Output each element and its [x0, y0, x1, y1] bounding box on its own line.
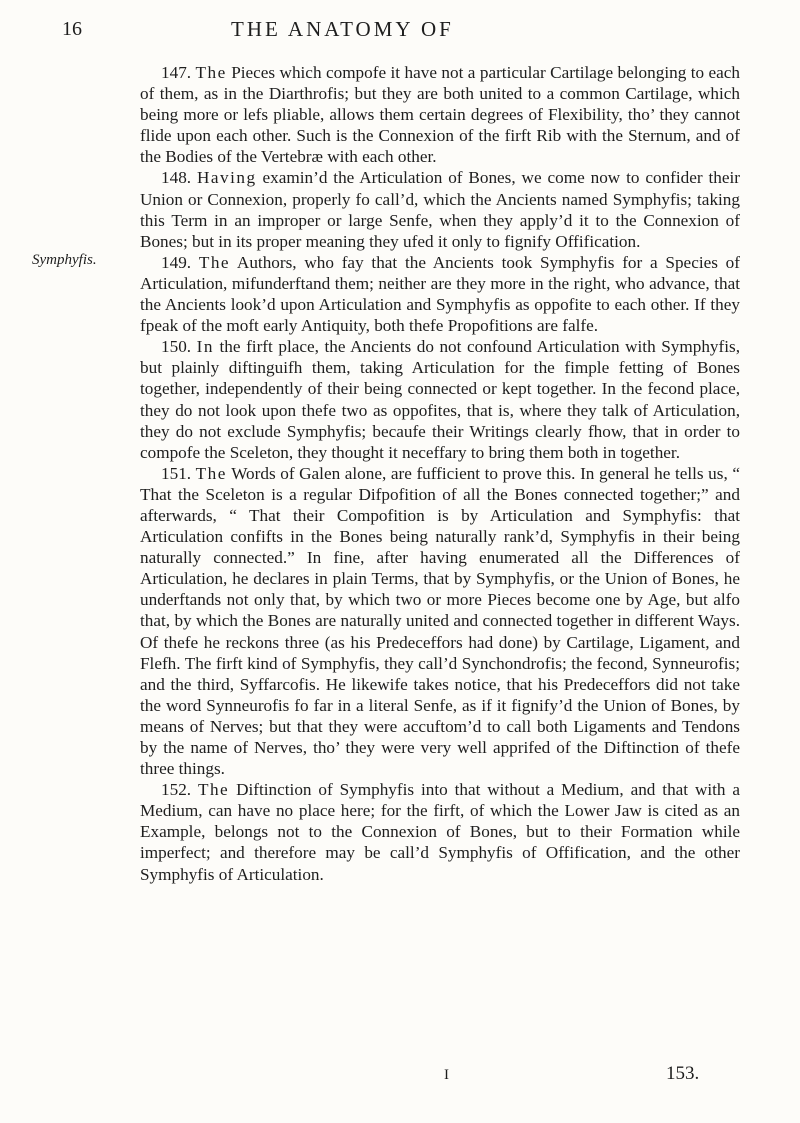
paragraph-number: 149. — [161, 252, 192, 272]
paragraph-number: 147. — [161, 63, 192, 82]
paragraph-lead-word: The — [195, 463, 227, 483]
paragraph-number: 151. — [161, 463, 192, 483]
paragraph-number: 152. — [161, 780, 192, 800]
paragraph-text: Diftinction of Symphyfis into that without a Medium, and that with a Medium, can have no place here; for the firft, of which the Lower Jaw is cited as an Example, belongs not to the Connexion of Bones, but to their Formation while imperfect; and therefore may be call’d Symphyfis of Offification, and the other Symphyfis of Articulation. — [140, 780, 741, 884]
page-number: 16 — [62, 18, 82, 40]
paragraph-148 — [140, 167, 740, 251]
margin-note: Symphyfis. — [32, 252, 97, 268]
paragraph-text: the firft place, the Ancients do not confound Articulation with Symphyfis, but plainly diftinguifh them, taking Articulation for the fimple fetting of Bones together, independently of their being connected or kept together. In the fecond place, they do not look upon thefe two as oppofites, that is, where they talk of Articulation, they do not exclude Symphyfis; becaufe their Writings clearly fhow, that in order to compofe the Sceleton, they thought it neceffary to bring them both in together. — [140, 337, 741, 462]
paragraph-lead-word: The — [197, 780, 230, 800]
paragraph-text: Words of Galen alone, are fufficient to prove this. In general he tells us, “ That the Sceleton is a regular Difpofition of all the Bones connected together;” and afterwards, “ That their Compofition is by Articulation and Symphyfis: that Articulation confifts in the Bones being naturally rank’d, Symphyfis in their being naturally connected.” In fine, after having enumerated all the Differences of Articulation, he declares in plain Terms, that by Symphyfis, or the Union of Bones, he underftands not only that, by which two or more Pieces become one by Age, but alfo that, by which the Bones are naturally united and connected together in different Ways. Of thefe he reckons three (as his Predeceffors had done) by Cartilage, Ligament, and Flefh. The firft kind of Symphyfis, they call’d Synchondrofis; the fecond, Synneurofis; and the third, Syffarcofis. He likewife takes notice, that his Predeceffors did not take the word Synneurofis fo far in a literal Senfe, as if it fignify’d the Union of Bones, by means of Nerves; but that they were accuftom’d to call both Ligaments and Tendons by the name of Nerves, tho’ they were very well apprifed of the Diftinction of thefe three things. — [140, 463, 740, 779]
paragraph-lead-word: Having — [196, 168, 257, 188]
catchword: 153. — [666, 1063, 700, 1084]
paragraph-lead-word: The — [198, 252, 231, 272]
paragraph-147 — [140, 62, 740, 167]
signature-mark: I — [444, 1067, 449, 1083]
paragraph-number: 150. — [161, 337, 192, 357]
body-text — [140, 62, 740, 885]
paragraph-text: Authors, who fay that the Ancients took Symphyfis for a Species of Articulation, mifunderftand them; neither are they more in the right, who advance, that the Ancients look’d upon Articulation and Symphyfis as oppofite to each other. If they fpeak of the moft early Antiquity, both thefe Propofitions are falfe. — [140, 252, 740, 336]
paragraph-lead-word: The — [195, 63, 227, 82]
paragraph-text: examin’d the Articulation of Bones, we come now to confider their Union or Connexion, properly fo call’d, which the Ancients named Symphyfis; taking this Term in an improper or large Senfe, when they apply’d it to the Connexion of Bones; but in its proper meaning they ufed it only to fignify Offification. — [140, 168, 741, 251]
paragraph-149 — [140, 252, 740, 336]
running-head: THE ANATOMY OF — [231, 17, 454, 41]
paragraph-150 — [140, 336, 740, 463]
paragraph-text: Pieces which compofe it have not a particular Cartilage belonging to each of them, as in the Diarthrofis; but they are both united to a common Cartilage, which being more or lefs pliable, allows them certain degrees of Flexibility, tho’ they cannot flide upon each other. Such is the Connexion of the firft Rib with the Sternum, and of the Bodies of the Vertebræ with each other. — [140, 63, 741, 167]
paragraph-151 — [140, 463, 740, 779]
paragraph-lead-word: In — [196, 337, 214, 357]
paragraph-152 — [140, 779, 740, 884]
paragraph-number: 148. — [161, 168, 192, 188]
